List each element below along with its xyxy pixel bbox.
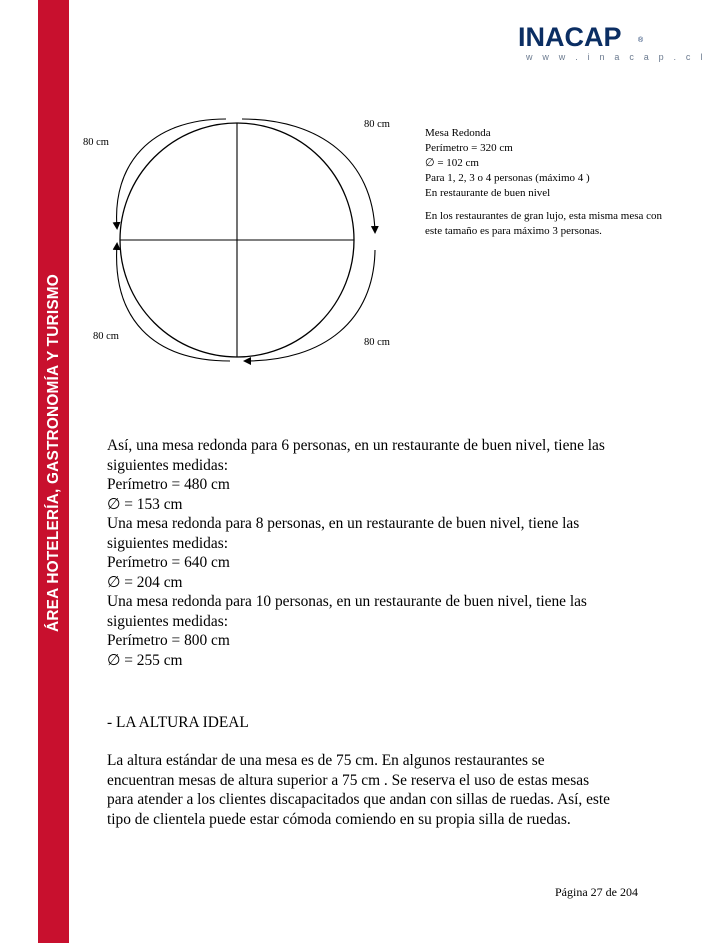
dimension-label-top-right: 80 cm [364, 119, 390, 130]
body-line: Una mesa redonda para 10 personas, en un restaurante de buen nivel, tiene las [107, 593, 587, 610]
body-line: Así, una mesa redonda para 6 personas, en un restaurante de buen nivel, tiene las [107, 437, 605, 454]
info-diameter: ∅ = 102 cm [425, 157, 479, 169]
body-line: siguientes medidas: [107, 612, 228, 630]
arc-top-right [242, 119, 375, 232]
section-heading: - LA ALTURA IDEAL [107, 714, 249, 731]
arc-bottom-right [245, 250, 375, 361]
dimension-label-bottom-right: 80 cm [364, 337, 390, 348]
body-line: siguientes medidas: [107, 456, 228, 474]
info-capacity: Para 1, 2, 3 o 4 personas (máximo 4 ) [425, 172, 590, 184]
section-paragraph [107, 751, 667, 829]
measurements-text [107, 436, 667, 670]
logo-url: w w w . i n a c a p . c l [526, 52, 707, 62]
paragraph-line: para atender a los clientes discapacitados que andan con sillas de ruedas. Así, este [107, 791, 611, 808]
table-info-box [425, 126, 665, 239]
arc-bottom-left [117, 244, 230, 361]
body-line: ∅ = 255 cm [107, 651, 183, 669]
dimension-label-bottom-left: 80 cm [93, 331, 119, 342]
logo-name: INACAP [518, 22, 622, 52]
paragraph-line: La altura estándar de una mesa es de 75 cm. En algunos restaurantes se [107, 752, 545, 769]
info-level: En restaurante de buen nivel [425, 187, 551, 199]
paragraph-line: encuentran mesas de altura superior a 75 cm . Se reserva el uso de estas mesas [107, 771, 590, 789]
info-perimeter: Perímetro = 320 cm [425, 142, 513, 154]
sidebar-title: ÁREA HOTELERÍA, GASTRONOMÍA Y TURISMO [45, 274, 62, 632]
body-line: ∅ = 153 cm [107, 495, 183, 513]
body-line: Perímetro = 480 cm [107, 476, 230, 493]
logo-registered-mark: ® [638, 37, 644, 44]
body-line: Perímetro = 640 cm [107, 554, 230, 571]
body-line: ∅ = 204 cm [107, 573, 183, 591]
body-line: siguientes medidas: [107, 534, 228, 552]
body-line: Perímetro = 800 cm [107, 632, 230, 649]
body-line: Una mesa redonda para 8 personas, en un restaurante de buen nivel, tiene las [107, 515, 580, 532]
page-number: Página 27 de 204 [555, 885, 638, 899]
paragraph-line: tipo de clientela puede estar cómoda comiendo en su propia silla de ruedas. [107, 810, 571, 828]
info-title: Mesa Redonda [425, 127, 491, 139]
dimension-label-top-left: 80 cm [83, 137, 109, 148]
info-luxury-note: En los restaurantes de gran lujo, esta misma mesa con este tamaño es para máximo 3 personas. [425, 210, 663, 237]
arc-top-left [117, 119, 226, 228]
